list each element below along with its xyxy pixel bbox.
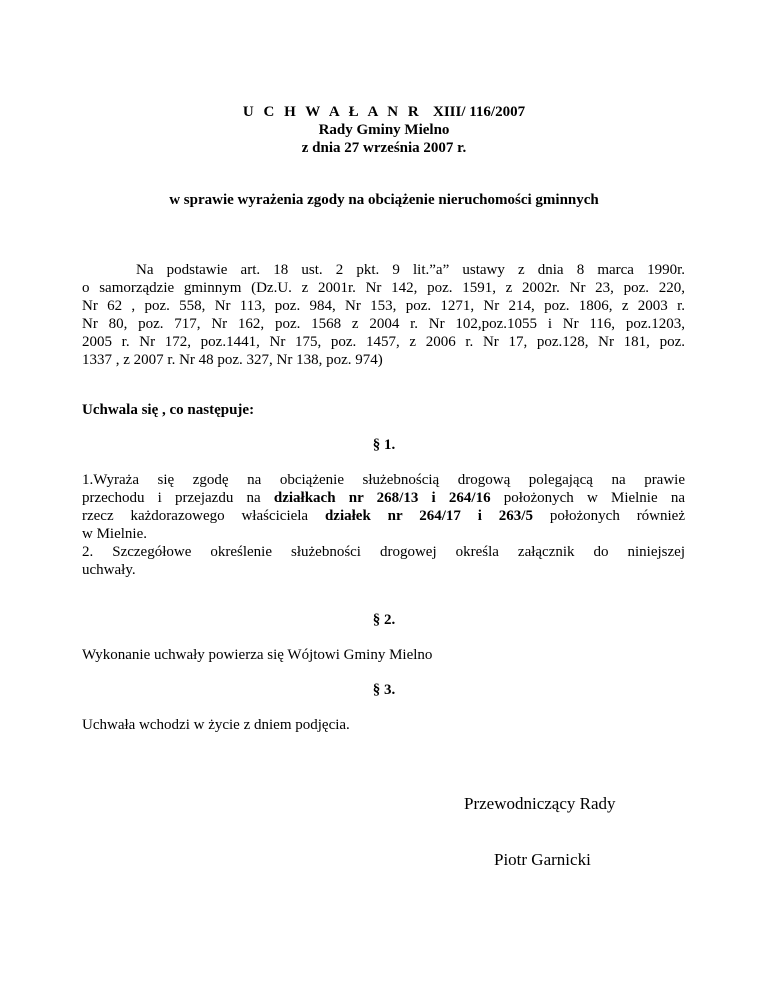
section-1-line: 1.Wyraża się zgodę na obciążenie służebnością drogową polegającą na prawie (82, 472, 685, 488)
preamble (82, 261, 685, 369)
preamble-line: Nr 62 , poz. 558, Nr 113, poz. 984, Nr 153, poz. 1271, Nr 214, poz. 1806, z 2003 r. (82, 298, 685, 314)
preamble-line: 1337 , z 2007 r. Nr 48 poz. 327, Nr 138, poz. 974) (82, 352, 383, 368)
signature-name: Piotr Garnicki (494, 850, 591, 869)
section-1-line: uchwały. (82, 562, 136, 578)
preamble-line: 2005 r. Nr 172, poz.1441, Nr 175, poz. 1457, z 2006 r. Nr 17, poz.128, Nr 181, poz. (82, 334, 685, 350)
section-2-heading: § 2. (372, 612, 396, 628)
section-1-line: 2. Szczegółowe określenie służebności drogowej określa załącznik do niniejszej (82, 544, 685, 560)
section-2-text: Wykonanie uchwały powierza się Wójtowi Gminy Mielno (82, 647, 433, 663)
preamble-line: Nr 80, poz. 717, Nr 162, poz. 1568 z 2004 r. Nr 102,poz.1055 i Nr 116, poz.1203, (82, 316, 685, 332)
parcels-encumbered: działkach nr 268/13 i 264/16 (273, 490, 491, 506)
section-1-heading: § 1. (372, 437, 396, 453)
council-name: Rady Gminy Mielno (318, 122, 450, 138)
signature-role: Przewodniczący Rady (464, 794, 616, 813)
resolution-number: XIII/ 116/2007 (432, 104, 526, 120)
section-1-line: przechodu i przejazdu na działkach nr 268/13 i 264/16 położonych w Mielnie na (82, 490, 685, 506)
section-1-body (82, 471, 685, 579)
resolution-date: z dnia 27 września 2007 r. (301, 140, 467, 156)
section-1-line: w Mielnie. (82, 526, 147, 542)
section-1-line: rzecz każdorazowego właściciela działek nr 264/17 i 263/5 położonych również (82, 508, 686, 524)
resolution-subject: w sprawie wyrażenia zgody na obciążenie nieruchomości gminnych (169, 192, 599, 208)
section-3-text: Uchwała wchodzi w życie z dniem podjęcia. (82, 717, 350, 733)
resolution-title (0, 103, 768, 121)
preamble-line: o samorządzie gminnym (Dz.U. z 2001r. Nr 142, poz. 1591, z 2002r. Nr 23, poz. 220, (82, 280, 685, 296)
resolves-heading: Uchwala się , co następuje: (82, 402, 255, 418)
preamble-line: Na podstawie art. 18 ust. 2 pkt. 9 lit.”a” ustawy z dnia 8 marca 1990r. (136, 262, 685, 278)
resolution-title-label: U C H W A Ł A N R (242, 104, 422, 120)
parcels-benefited: działek nr 264/17 i 263/5 (324, 508, 533, 524)
section-3-heading: § 3. (372, 682, 396, 698)
